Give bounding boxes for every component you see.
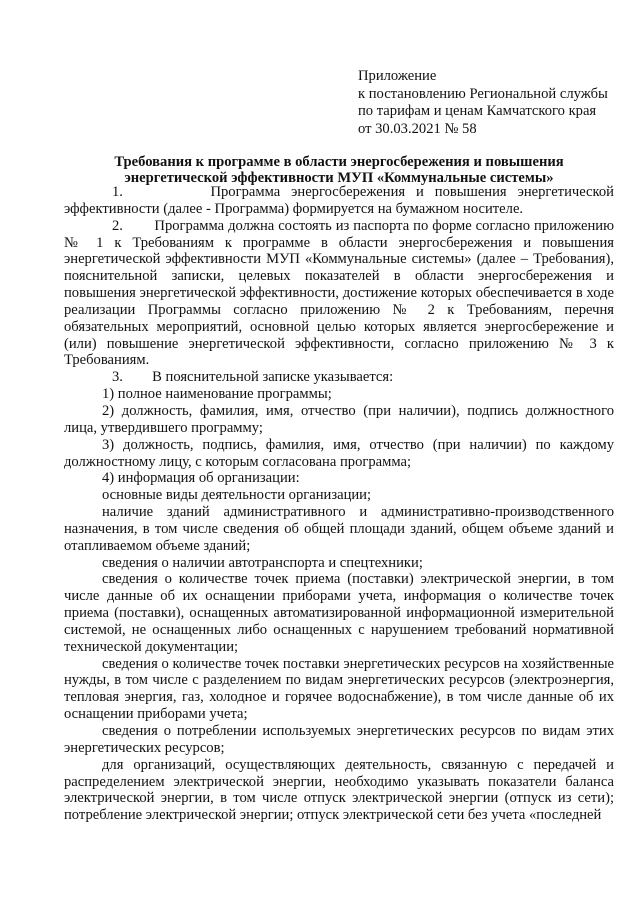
appendix-authority-line: по тарифам и ценам Камчатского края xyxy=(358,103,597,120)
org-resource-consumption: сведения о потреблении используемых энергетических ресурсов по видам этих энергетических ресурсов; xyxy=(64,723,614,756)
document-body xyxy=(64,184,614,824)
document-title: Требования к программе в области энергосбережения и повышения энергетической эффективности МУП «Коммунальные системы» xyxy=(114,154,564,187)
org-activities: основные виды деятельности организации; xyxy=(102,487,372,504)
appendix-resolution-line: к постановлению Региональной службы xyxy=(358,85,608,102)
appendix-date-number: от 30.03.2021 № 58 xyxy=(358,120,477,137)
paragraph-2: 2. Программа должна состоять из паспорта по форме согласно приложению № 1 к Требованиям к программе в области энергосбережения и повышения энергетической эффективности МУП «Коммунальные системы» (далее – Требования), пояснительной записки, целевых показателей в области энергосбережения и повышения энергетической эффективности, достижение которых обеспечивается в ходе реализации Программы согласно приложению № 2 к Требованиям, перечня обязательных мероприятий, основной целью которых является энергосбережение и (или) повышение энергетической эффективности, согласно приложению № 3 к Требованиям. xyxy=(64,217,614,369)
org-resource-supply-points: сведения о количестве точек поставки энергетических ресурсов на хозяйственные нужды, в том числе с разделением по видам энергетических ресурсов (электроэнергия, тепловая энергия, газ, холодное и горячее водоснабжение), в том числе данные об их оснащении приборами учета; xyxy=(64,655,614,723)
list-item-3: 3) должность, подпись, фамилия, имя, отчество (при наличии) по каждому должностному лицу, с которым согласована программа; xyxy=(64,436,614,470)
appendix-header xyxy=(358,68,628,138)
list-item-4: 4) информация об организации: xyxy=(102,470,300,487)
appendix-label: Приложение xyxy=(358,68,437,84)
org-power-intake-points: сведения о количестве точек приема (поставки) электрической энергии, в том числе данные об их оснащении приборами учета, информация о количестве точек приема (поставки), оснащенных автоматизированной информационной измерительной системой, не оснащенных либо оснащенных с нарушением требований нормативной технической документации; xyxy=(64,571,614,655)
org-vehicles: сведения о наличии автотранспорта и спецтехники; xyxy=(102,554,423,571)
paragraph-1: 1. Программа энергосбережения и повышения энергетической эффективности (далее - Программа) формируется на бумажном носителе. xyxy=(64,184,614,217)
paragraph-3: 3. В пояснительной записке указывается: xyxy=(112,369,394,386)
list-item-1: 1) полное наименование программы; xyxy=(102,386,332,403)
list-item-2: 2) должность, фамилия, имя, отчество (при наличии), подпись должностного лица, утвердившего программу; xyxy=(64,402,614,436)
org-buildings: наличие зданий административного и административно-производственного назначения, в том числе сведения об общей площади зданий, общем объеме зданий и отапливаемом объеме зданий; xyxy=(64,504,614,554)
org-electric-balance: для организаций, осуществляющих деятельность, связанную с передачей и распределением электрической энергии, необходимо указывать показатели баланса электрической энергии, в том числе отпуск электрической энергии (отпуск из сети); потребление электрической энергии; отпуск электрической сети без учета «последней xyxy=(64,756,614,824)
